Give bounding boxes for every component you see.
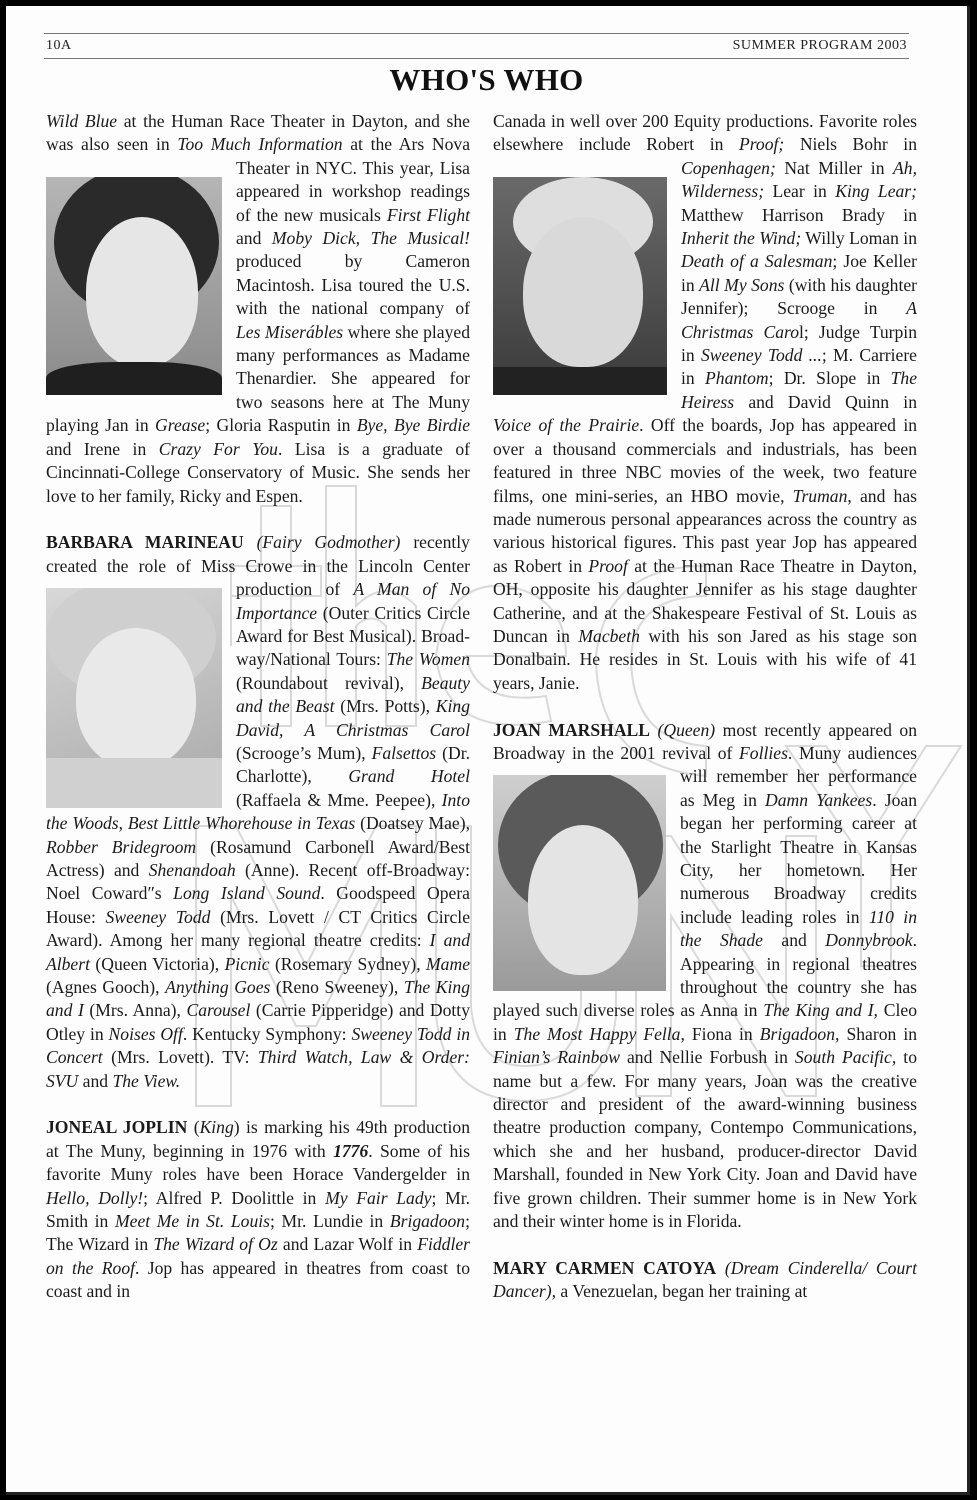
headshot-barbara-photo <box>46 588 222 808</box>
program-page <box>6 6 970 1495</box>
bio-barbara-marineau: BARBARA MARINEAU (Fairy Godmother) recently created the role of Miss Crowe in the Lincoln Center production of A Man of No Importance (Outer Critics Circle Award for Best Musical). Broadway/National Tours: The Women (Roundabout revival), Beauty and the Beast (Mrs. Potts), King David, A Christmas Carol (Scrooge’s Mum), Falsettos (Dr. Charlotte), Grand Hotel (Raffaela & Mme. Peepee), Into the Woods, Best Little Whorehouse in Texas (Doatsey Mae), Robber Bridegroom (Rosamund Carbonell Award/Best Actress) and Shenandoah (Anne). Recent off-Broadway: Noel Coward″s Long Island Sound. Goodspeed Opera House: Sweeney Todd (Mrs. Lovett / CT Critics Circle Award). Among her many regional theatre credits: I and Albert (Queen Victoria), Picnic (Rosemary Sydney), Mame (Agnes Gooch), Anything Goes (Reno Sweeney), The King and I (Mrs. Anna), Carousel (Carrie Pipperidge) and Dotty Otley in Noises Off. Kentucky Symphony: Sweeney Todd in Concert (Mrs. Lovett). TV: Third Watch, Law & Order: SVU and The View. <box>46 532 471 1091</box>
publication-title: SUMMER PROGRAM 2003 <box>732 38 907 53</box>
headshot-joneal-photo <box>493 177 667 395</box>
performer-name: JOAN MARSHALL <box>493 719 651 740</box>
performer-name: JONEAL JOPLIN <box>46 1117 188 1138</box>
headshot-joan-photo <box>493 775 666 991</box>
bio-mary-carmen-catoya: MARY CARMEN CATOYA (Dream Cinderella/ Court Dancer), a Venezuelan, began her training at <box>493 1257 917 1302</box>
performer-name: BARBARA MARINEAU <box>46 532 244 553</box>
page-number: 10A <box>46 38 72 53</box>
running-header <box>44 33 909 59</box>
bio-joneal-joplin: JONEAL JOPLIN (King) is marking his 49th production at The Muny, beginning in 1976 with 1776. Some of his favorite Muny roles have been Horace Vandergelder in Hello, Dolly!; Alfred P. Doolittle in My Fair Lady; Mr. Smith in Meet Me in St. Louis; Mr. Lundie in Brigadoon; The Wizard in The Wizard of Oz and Lazar Wolf in Fiddler on the Roof. Jop has appeared in theatres from coast to coast and in <box>46 1117 471 1302</box>
right-column <box>493 110 917 1304</box>
left-column <box>46 110 470 1304</box>
performer-name: MARY CARMEN CATOYA <box>493 1257 717 1278</box>
bio-joneal-joplin-continued: Canada in well over 200 Equity productions. Favorite roles elsewhere include Robert in Proof; Niels Bohr in Copenhagen; Nat Miller in Ah, Wilderness; Lear in King Lear; Matthew Harrison Brady in Inherit the Wind; Willy Loman in Death of a Salesman; Joe Keller in All My Sons (with his daughter Jennifer); Scrooge in A Christmas Carol; Judge Turpin in Sweeney Todd ...; M. Carriere in Phantom; Dr. Slope in The Heiress and David Quinn in Voice of the Prairie. Off the boards, Jop has appeared in over a thousand commercials and industrials, has been featured in three NBC movies of the week, two feature films, one mini-series, an HBO movie, Truman, and has made numerous personal appearances across the country as various historical figures. This past year Jop has appeared as Robert in Proof at the Human Race Theatre in Dayton, OH, opposite his daughter Jennifer as his stage daughter Catherine, and at the Shakespeare Festival of St. Louis as Duncan in Macbeth with his son Jared as his stage son Donalbain. He resides in St. Louis with his wife of 41 years, Janie. <box>493 111 918 693</box>
section-title: WHO'S WHO <box>389 62 584 97</box>
bio-joan-marshall: JOAN MARSHALL (Queen) most recently appeared on Broadway in the 2001 revival of Follies . Muny audiences will remember her performance as Meg in Damn Yankees. Joan began her performing career at the Starlight Theatre in Kansas City, her hometown. Her numerous Broadway credits include leading roles in 110 in the Shade and Donnybrook. Appearing in regional theatres throughout the country she has played such diverse roles as Anna in The King and I, Cleo in The Most Happy Fella, Fiona in Brigadoon, Sharon in Finian’s Rainbow and Nellie Forbush in South Pacific, to name but a few. For many years, Joan was the creative director and president of the award-winning business theatre production company, Contempo Communications, which she and her husband, producer-director David Marshall, founded in New York City. Joan and David have five grown children. Their summer home is in New York and their winter home is in Florida. <box>493 719 918 1232</box>
performer-role: (Fairy Godmother) <box>256 532 401 553</box>
performer-role: (Queen) <box>657 719 716 740</box>
performer-role: King <box>199 1117 234 1138</box>
performer-role: (Dream Cinderella/ Court Dancer), <box>493 1257 917 1302</box>
headshot-lisa-photo <box>46 177 222 395</box>
bio-lisa-continued: Wild Blue at the Human Race Theater in Dayton, and she was also seen in Too Much Information at the Ars Nova Theater in NYC. This year, Lisa appeared in workshop readings of the new musicals First Flight and Moby Dick, The Musical! produced by Cameron Macintosh. Lisa toured the U.S. with the national company of Les Miserábles where she played many performances as Madame Thenardier. She appeared for two seasons here at The Muny playing Jan in Grease; Gloria Rasputin in Bye, Bye Birdie and Irene in Crazy For You. Lisa is a graduate of Cincinnati-College Conservatory of Music. She sends her love to her family, Ricky and Espen. <box>46 111 471 506</box>
